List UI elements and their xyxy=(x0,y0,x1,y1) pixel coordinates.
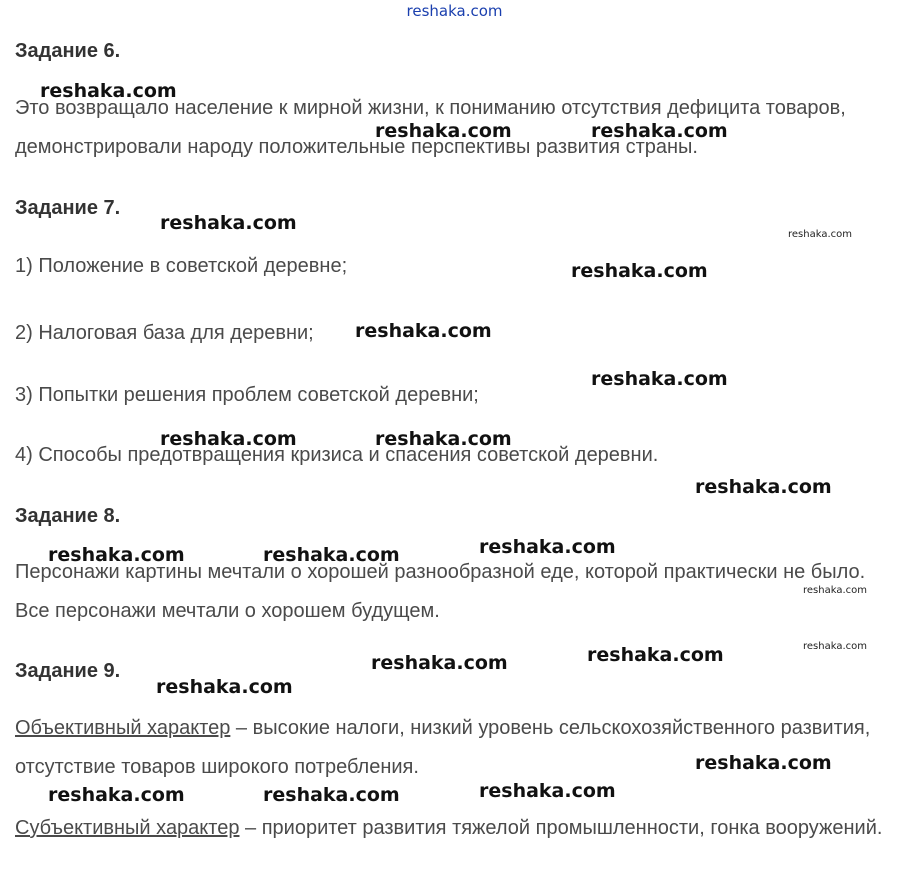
watermark: reshaka.com xyxy=(571,260,708,282)
watermark: reshaka.com xyxy=(263,784,400,806)
watermark: reshaka.com xyxy=(375,428,512,450)
task-9-objective xyxy=(15,709,900,787)
task-9-heading: Задание 9. xyxy=(15,660,121,682)
watermark: reshaka.com xyxy=(803,585,867,596)
watermark: reshaka.com xyxy=(695,476,832,498)
objective-term: Объективный характер xyxy=(15,717,231,739)
watermark: reshaka.com xyxy=(48,544,185,566)
watermark: reshaka.com xyxy=(479,536,616,558)
task-7-item-2: 2) Налоговая база для деревни; xyxy=(15,322,314,344)
task-6-heading: Задание 6. xyxy=(15,40,121,62)
watermark: reshaka.com xyxy=(355,320,492,342)
subjective-text: – приоритет развития тяжелой промышленности, гонка вооружений. xyxy=(239,817,883,839)
watermark: reshaka.com xyxy=(160,428,297,450)
task-7-item-3: 3) Попытки решения проблем советской деревни; xyxy=(15,384,479,406)
task-7-heading: Задание 7. xyxy=(15,197,121,219)
watermark: reshaka.com xyxy=(48,784,185,806)
watermark: reshaka.com xyxy=(375,120,512,142)
task-9-subjective xyxy=(15,809,900,848)
watermark: reshaka.com xyxy=(40,80,177,102)
task-7-item-4: 4) Способы предотвращения кризиса и спасения советской деревни. xyxy=(15,444,659,466)
watermark: reshaka.com xyxy=(479,780,616,802)
task-8-text: Персонажи картины мечтали о хорошей разнообразной еде, которой практически не было. Все персонажи мечтали о хорошем будущем. xyxy=(15,561,866,622)
objective-text: – высокие налоги, низкий уровень сельскохозяйственного развития, отсутствие товаров широкого потребления. xyxy=(15,717,871,778)
watermark: reshaka.com xyxy=(156,676,293,698)
watermark: reshaka.com xyxy=(587,644,724,666)
watermark: reshaka.com xyxy=(803,641,867,652)
watermark: reshaka.com xyxy=(263,544,400,566)
task-8-heading: Задание 8. xyxy=(15,505,121,527)
watermark: reshaka.com xyxy=(371,652,508,674)
watermark: reshaka.com xyxy=(788,229,852,240)
subjective-term: Субъективный характер xyxy=(15,817,240,839)
watermark: reshaka.com xyxy=(160,212,297,234)
task-6-text: Это возвращало население к мирной жизни, к пониманию отсутствия дефицита товаров, демонстрировали народу положительные перспективы развития страны. xyxy=(15,97,846,158)
site-header-link[interactable]: reshaka.com xyxy=(406,2,503,20)
watermark: reshaka.com xyxy=(591,368,728,390)
watermark: reshaka.com xyxy=(591,120,728,142)
task-7-item-1: 1) Положение в советской деревне; xyxy=(15,255,348,277)
watermark: reshaka.com xyxy=(695,752,832,774)
